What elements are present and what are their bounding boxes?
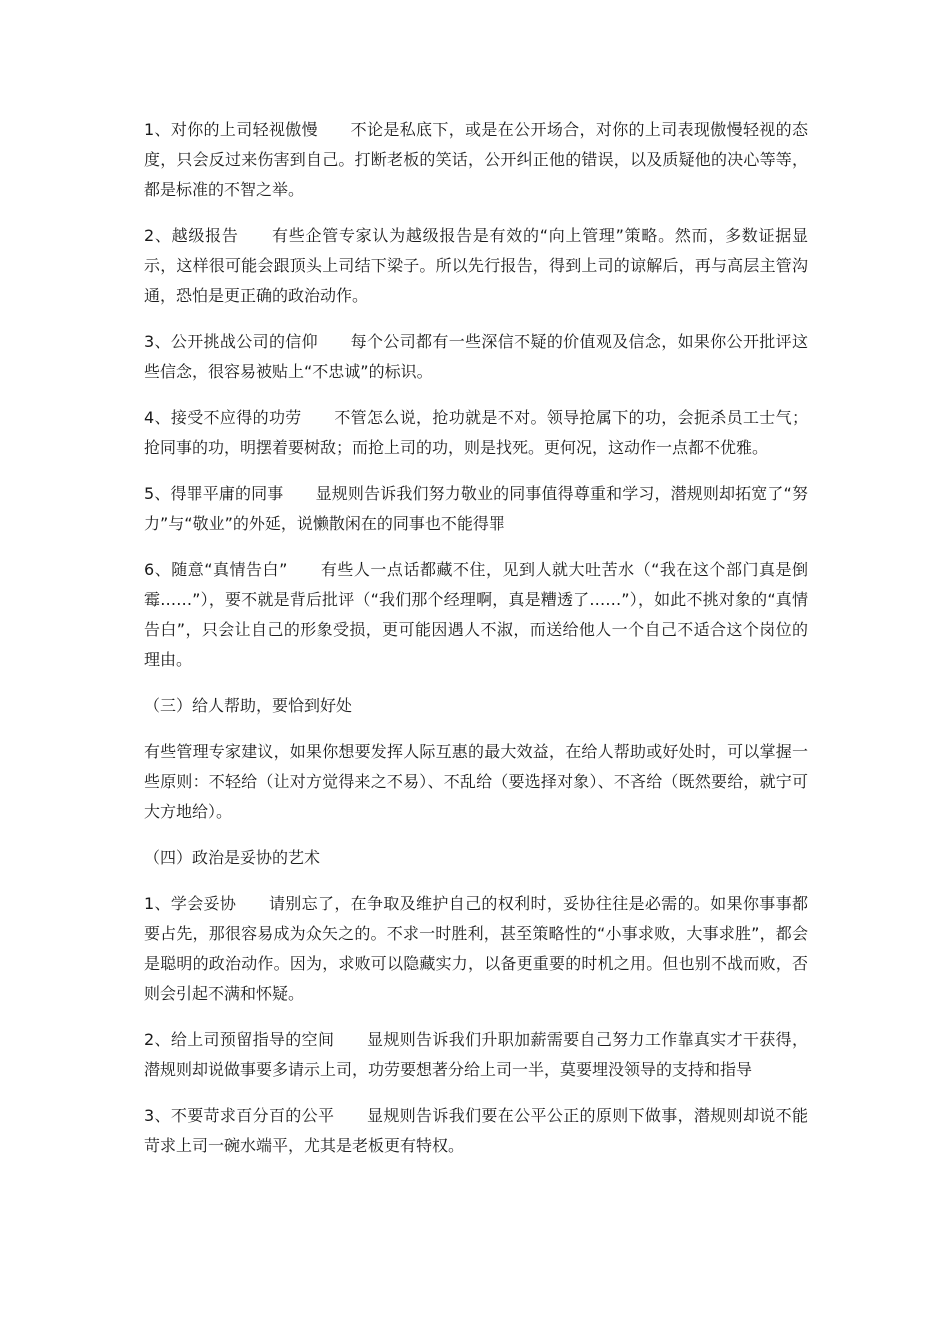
- paragraph-7: 有些管理专家建议，如果你想要发挥人际互惠的最大效益，在给人帮助或好处时，可以掌握一些原则：不轻给（让对方觉得来之不易）、不乱给（要选择对象）、不吝给（既然要给，就宁可大方地给）。: [144, 742, 808, 821]
- paragraph-3: 3、公开挑战公司的信仰 每个公司都有一些深信不疑的价值观及信念，如果你公开批评这些信念，很容易被贴上“不忠诚”的标识。: [144, 332, 808, 381]
- document-body: [144, 115, 808, 1177]
- paragraph-10: 3、不要苛求百分百的公平 显规则告诉我们要在公平公正的原则下做事，潜规则却说不能苛求上司一碗水端平，尤其是老板更有特权。: [144, 1106, 808, 1155]
- paragraph-4: 4、接受不应得的功劳 不管怎么说，抢功就是不对。领导抢属下的功，会扼杀员工士气；抢同事的功，明摆着要树敌；而抢上司的功，则是找死。更何况，这动作一点都不优雅。: [144, 408, 808, 457]
- paragraph-2: 2、越级报告 有些企管专家认为越级报告是有效的“向上管理”策略。然而，多数证据显示，这样很可能会跟顶头上司结下梁子。所以先行报告，得到上司的谅解后，再与高层主管沟通，恐怕是更正确的政治动作。: [144, 226, 808, 305]
- paragraph-8: 1、学会妥协 请别忘了，在争取及维护自己的权利时，妥协往往是必需的。如果你事事都要占先，那很容易成为众矢之的。不求一时胜利，甚至策略性的“小事求败，大事求胜”，都会是聪明的政治动作。因为，求败可以隐藏实力，以备更重要的时机之用。但也别不战而败，否则会引起不满和怀疑。: [144, 894, 808, 1003]
- section-heading-4: （四）政治是妥协的艺术: [144, 848, 321, 867]
- paragraph-9: 2、给上司预留指导的空间 显规则告诉我们升职加薪需要自己努力工作靠真实才干获得，潜规则却说做事要多请示上司，功劳要想著分给上司一半，莫要埋没领导的支持和指导: [144, 1030, 808, 1079]
- paragraph-5: 5、得罪平庸的同事 显规则告诉我们努力敬业的同事值得尊重和学习，潜规则却拓宽了“努力”与“敬业”的外延，说懒散闲在的同事也不能得罪: [144, 484, 808, 533]
- paragraph-6: 6、随意“真情告白” 有些人一点话都藏不住，见到人就大吐苦水（“我在这个部门真是倒霉……”），要不就是背后批评（“我们那个经理啊，真是糟透了……”），如此不挑对象的“真情告白”，只会让自己的形象受损，更可能因遇人不淑，而送给他人一个自己不适合这个岗位的理由。: [144, 560, 808, 669]
- paragraph-1: 1、对你的上司轻视傲慢 不论是私底下，或是在公开场合，对你的上司表现傲慢轻视的态度，只会反过来伤害到自己。打断老板的笑话，公开纠正他的错误，以及质疑他的决心等等，都是标准的不智之举。: [144, 120, 808, 199]
- section-heading-3: （三）给人帮助，要恰到好处: [144, 696, 353, 715]
